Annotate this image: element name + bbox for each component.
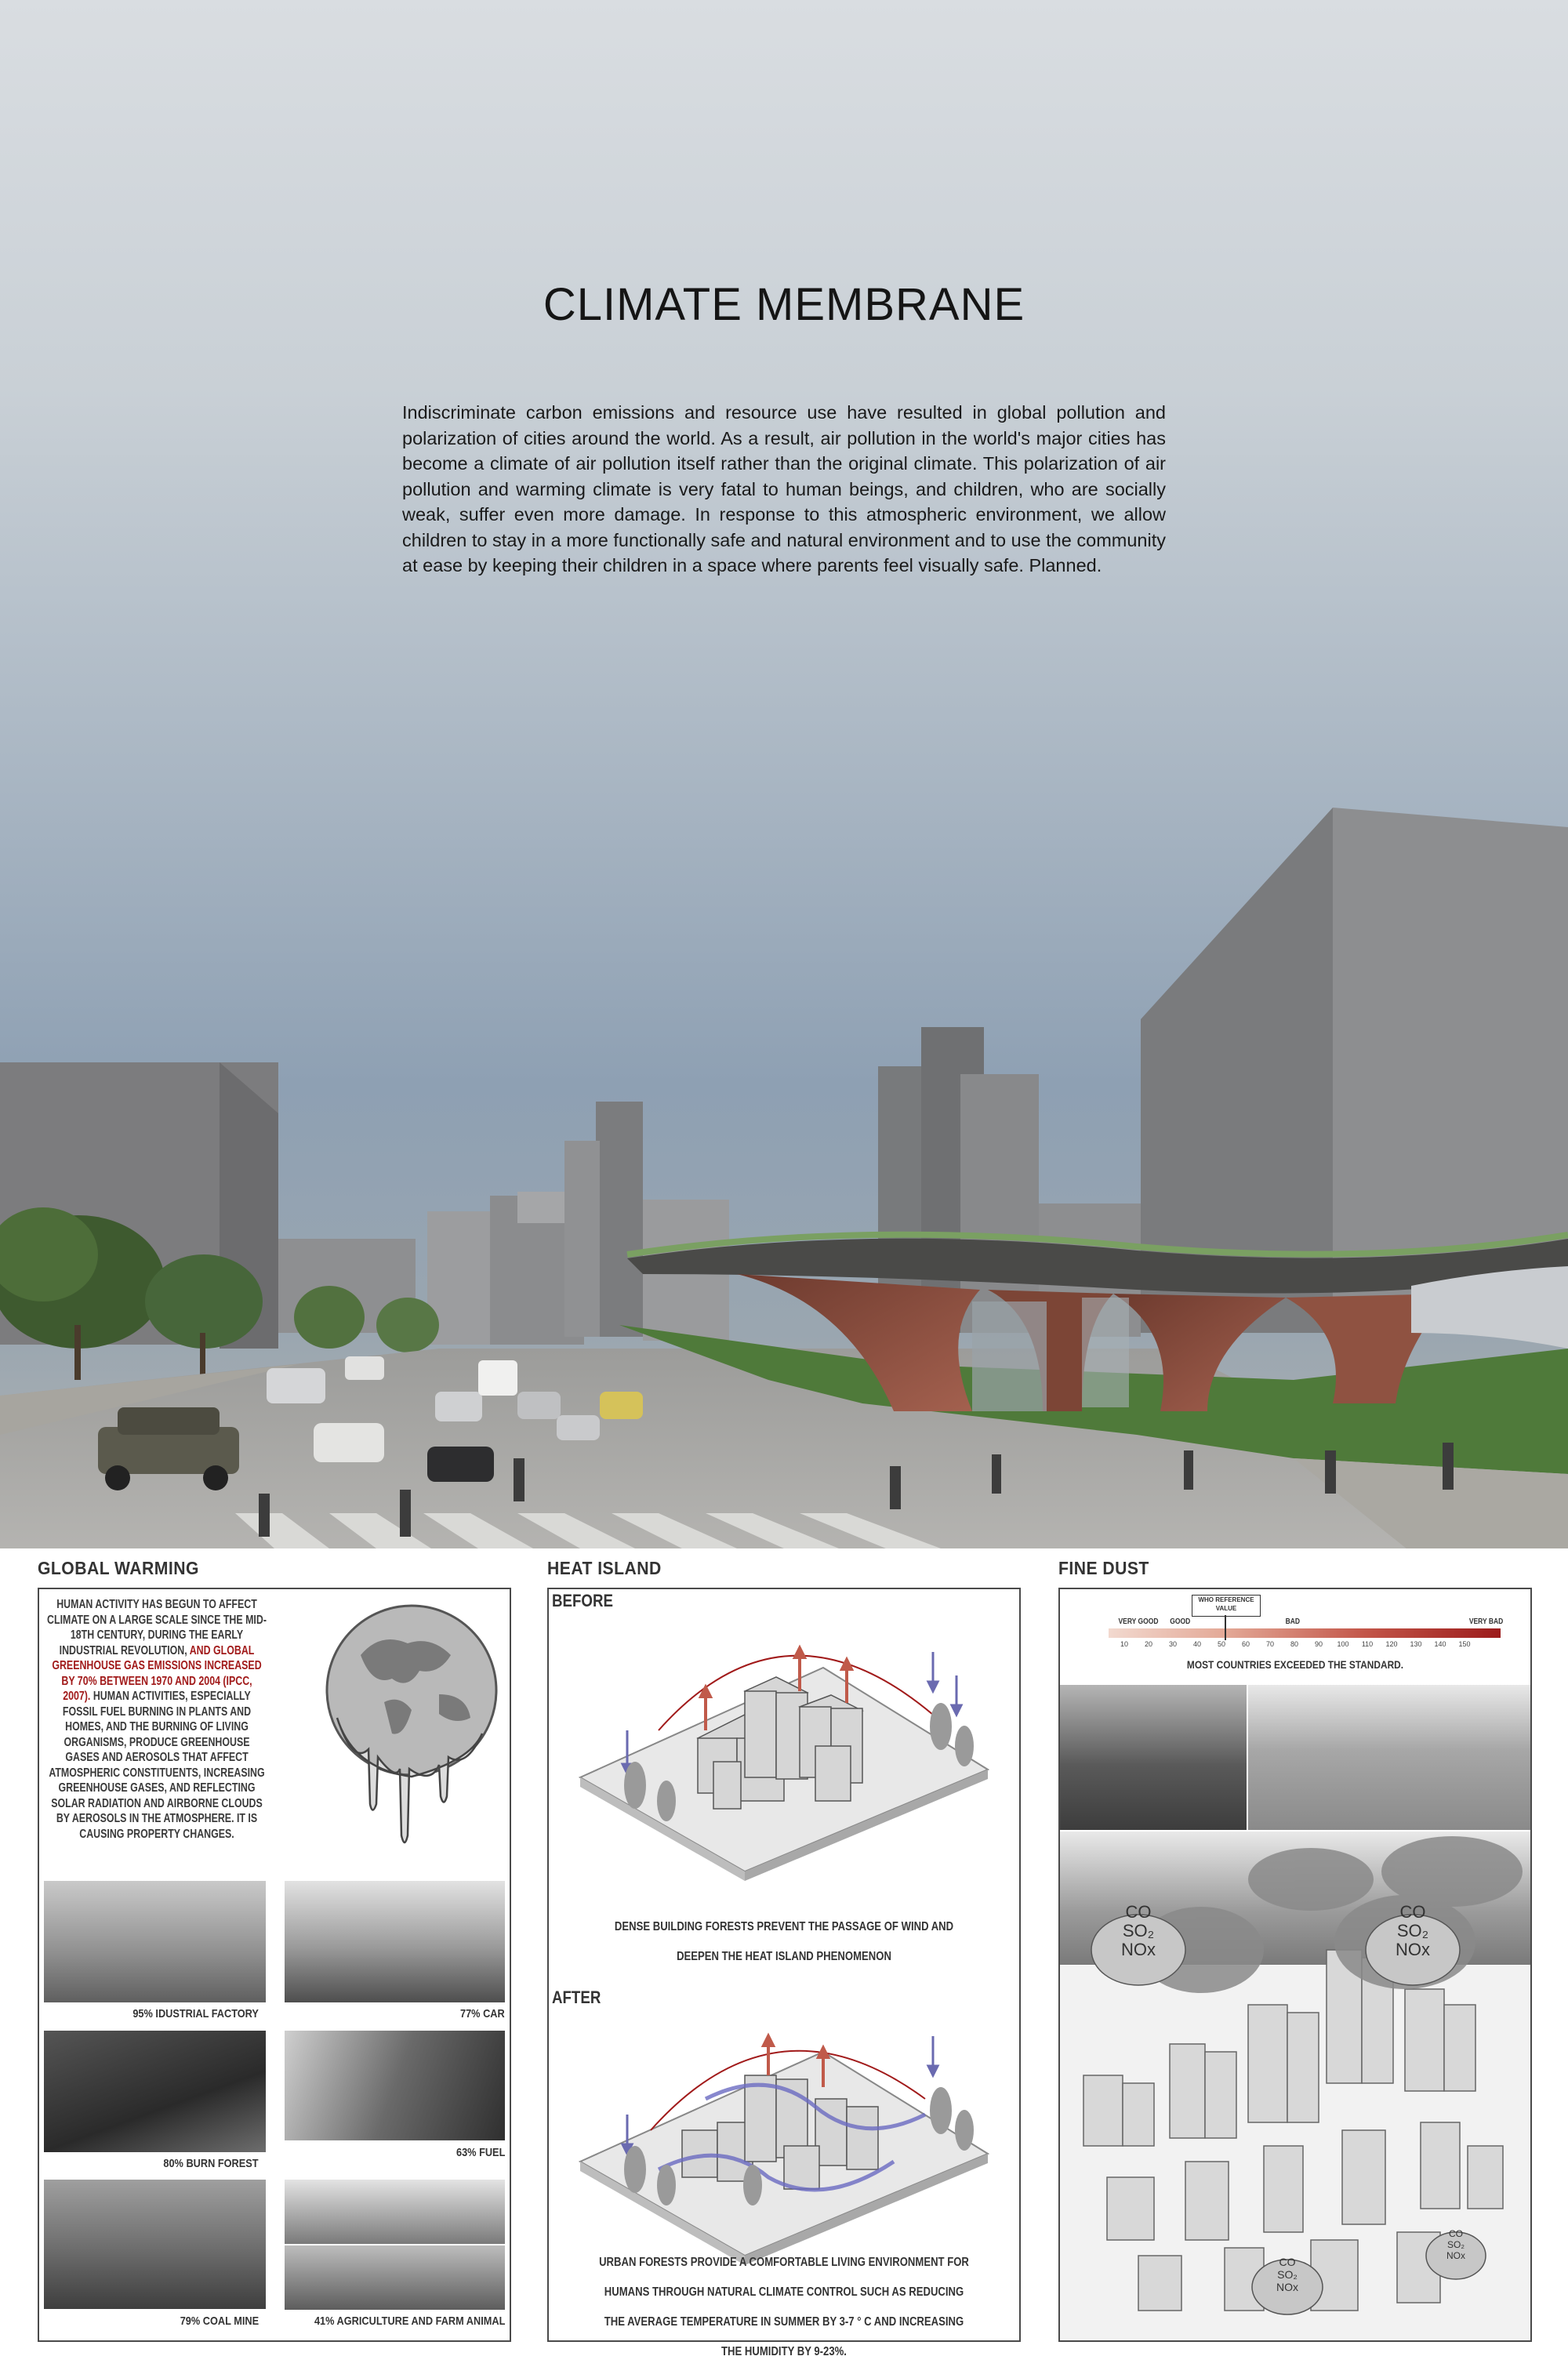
farm-animal-photo	[285, 2245, 505, 2310]
tick: 70	[1265, 1640, 1275, 1648]
caption-agriculture: 41% AGRICULTURE AND FARM ANIMAL	[314, 2314, 505, 2328]
after-diagram	[564, 2013, 1004, 2248]
tick: 10	[1120, 1640, 1129, 1648]
after-label: AFTER	[552, 1988, 601, 2007]
nox-label: NOx	[1121, 1940, 1156, 1959]
tick: 30	[1168, 1640, 1178, 1648]
label-very-good: VERY GOOD	[1118, 1617, 1159, 1626]
co-label: CO	[1449, 2228, 1463, 2239]
tick: 50	[1217, 1640, 1226, 1648]
so2-label: SO₂	[1122, 1921, 1155, 1940]
burn-forest-photo	[44, 2031, 266, 2152]
deforestation-photo	[1248, 1685, 1530, 1830]
global-warming-text: HUMAN ACTIVITY HAS BEGUN TO AFFECT CLIMATE ON A LARGE SCALE SINCE THE MID-18TH CENTURY, DURING THE EARLY INDUSTRIAL REVOLUTION, AND GLOBAL GREENHOUSE GAS EMISSIONS INCREASED BY 70% BETWEEN 1970 AND 2004 (IPCC, 2007). HUMAN ACTIVITIES, ESPECIALLY FOSSIL FUEL BURNING IN PLANTS AND HOMES, AND THE BURNING OF LIVING ORGANISMS, PRODUCE GREENHOUSE GASES AND AEROSOLS THAT AFFECT ATMOSPHERIC CONSTITUENTS, INCREASING GREENHOUSE GASES, AND REFLECTING SOLAR RADIATION AND AIRBORNE CLOUDS BY AEROSOLS IN THE ATMOSPHERE. IT IS CAUSING PROPERTY CHANGES.	[47, 1598, 267, 1841]
global-warming-panel	[38, 1588, 511, 2342]
co-label: CO	[1279, 2256, 1296, 2268]
label-good: GOOD	[1170, 1617, 1191, 1626]
tick: 130	[1410, 1640, 1422, 1648]
label-very-bad: VERY BAD	[1468, 1617, 1504, 1626]
global-warming-title: GLOBAL WARMING	[38, 1558, 199, 1578]
scale-ticks	[1060, 1640, 1530, 1651]
tick: 40	[1192, 1640, 1202, 1648]
so2-label: SO₂	[1447, 2239, 1465, 2250]
gas-cloud-2	[1366, 1903, 1460, 1959]
caption-car: 77% CAR	[460, 2007, 505, 2020]
nox-label: NOx	[1396, 1940, 1430, 1959]
heat-island-title: HEAT ISLAND	[547, 1558, 662, 1578]
heat-island-panel	[547, 1588, 1021, 2358]
scale-note: MOST COUNTRIES EXCEEDED THE STANDARD.	[1186, 1658, 1404, 1671]
tick: 90	[1314, 1640, 1323, 1648]
tick: 100	[1337, 1640, 1349, 1648]
tick: 110	[1361, 1640, 1374, 1648]
co-label: CO	[1125, 1902, 1152, 1922]
label-bad: BAD	[1285, 1617, 1301, 1626]
dust-scale-bar	[1109, 1628, 1501, 1638]
before-caption: DENSE BUILDING FORESTS PREVENT THE PASSAGE OF WIND AND DEEPEN THE HEAT ISLAND PHENOMENON	[614, 1920, 954, 1963]
nox-label: NOx	[1446, 2250, 1465, 2261]
gas-cloud-1	[1091, 1903, 1185, 1959]
agriculture-photo	[285, 2180, 505, 2244]
so2-label: SO₂	[1277, 2268, 1298, 2281]
coal-mine-photo	[44, 2180, 266, 2309]
tick: 140	[1434, 1640, 1446, 1648]
gas-cloud-4	[1426, 2228, 1486, 2261]
volcano-photo	[1060, 1685, 1247, 1830]
tick: 60	[1241, 1640, 1250, 1648]
tick: 150	[1458, 1640, 1471, 1648]
before-label: BEFORE	[552, 1591, 613, 1610]
bottom-info-panels	[0, 1548, 1568, 2358]
gas-cloud-3	[1252, 2256, 1323, 2293]
before-diagram	[564, 1621, 1004, 1871]
who-marker	[1225, 1615, 1226, 1640]
who-reference-box: WHO REFERENCE VALUE	[1192, 1595, 1261, 1617]
tick: 120	[1385, 1640, 1398, 1648]
melting-globe-icon	[321, 1600, 502, 1859]
after-caption: URBAN FORESTS PROVIDE A COMFORTABLE LIVING ENVIRONMENT FOR HUMANS THROUGH NATURAL CLIMATE CONTROL SUCH AS REDUCING THE AVERAGE TEMPERATURE IN SUMMER BY 3-7 ° C AND INCREASING THE HUMIDITY BY 9-23%.	[599, 2256, 969, 2358]
poster-title: CLIMATE MEMBRANE	[543, 279, 1025, 330]
tick: 20	[1144, 1640, 1153, 1648]
fuel-nozzle-photo	[285, 2031, 505, 2140]
co-label: CO	[1399, 1902, 1426, 1922]
fine-dust-title: FINE DUST	[1058, 1558, 1149, 1578]
caption-coal-mine: 79% COAL MINE	[180, 2314, 259, 2328]
fine-dust-panel	[1058, 1588, 1532, 2342]
caption-fuel: 63% FUEL	[456, 2146, 505, 2159]
so2-label: SO₂	[1396, 1921, 1429, 1940]
caption-industrial-factory: 95% IDUSTRIAL FACTORY	[132, 2007, 259, 2020]
intro-paragraph: Indiscriminate carbon emissions and resource use have resulted in global pollution and polarization of cities around the world. As a result, air pollution in the world's major cities has become a climate of air pollution itself rather than the original climate. This polarization of air pollution and warming climate is very fatal to human beings, and children, who are socially weak, suffer even more damage. In response to this atmospheric environment, we allow children to stay in a more functionally safe and natural environment and to use the community at ease by keeping their children in a space where parents feel visually safe. Planned.	[402, 402, 1166, 575]
caption-burn-forest: 80% BURN FOREST	[163, 2157, 259, 2170]
nox-label: NOx	[1276, 2281, 1298, 2293]
tick: 80	[1290, 1640, 1299, 1648]
industrial-factory-photo	[44, 1881, 266, 2002]
car-exhaust-photo	[285, 1881, 505, 2002]
